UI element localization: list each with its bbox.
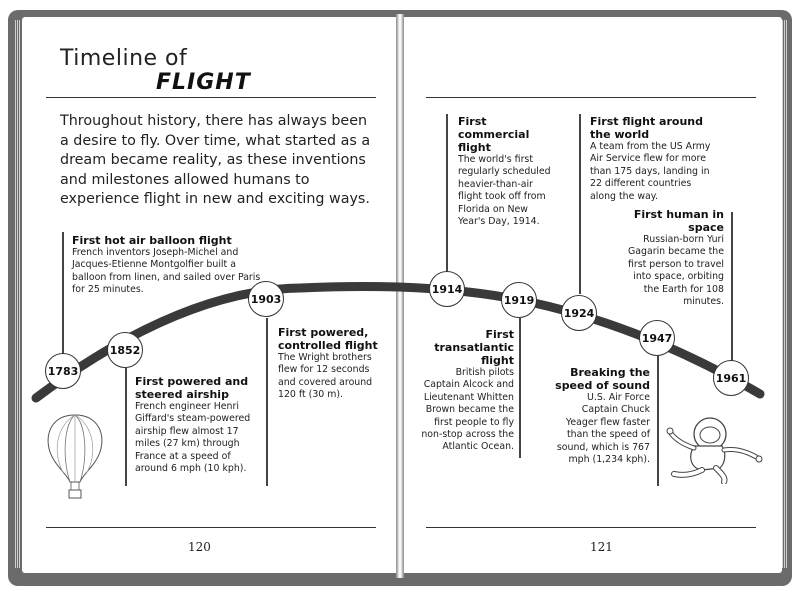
event-title: First transatlantic flight — [434, 328, 514, 367]
event-text: French engineer Henri Giffard's steam-powered airship flew almost 17 miles (27 km) through France at a speed of around 6 mph (10 kph). — [135, 401, 251, 475]
event-text: The Wright brothers flew for 12 seconds and covered around 120 ft (30 m). — [278, 352, 373, 401]
event-title: First powered, controlled flight — [278, 326, 378, 352]
connector-1914 — [446, 114, 448, 274]
event-1903 — [278, 326, 378, 402]
year-circle-1852: 1852 — [107, 332, 143, 368]
event-text: The world's first regularly scheduled heavier-than-air flight took off from Florida on New Year's Day, 1914. — [458, 154, 551, 228]
event-title: First hot air balloon flight — [72, 234, 232, 247]
connector-1852 — [125, 368, 127, 486]
year-circle-1924: 1924 — [561, 295, 597, 331]
event-1919 — [420, 328, 514, 454]
event-1947 — [548, 366, 650, 466]
year-circle-1914: 1914 — [429, 271, 465, 307]
connector-1903 — [266, 318, 268, 486]
year-circle-1903: 1903 — [248, 281, 284, 317]
event-text: U.S. Air Force Captain Chuck Yeager flew faster than the speed of sound, which is 767 mph (1,234 kph). — [556, 392, 650, 466]
hot-air-balloon-icon — [40, 412, 110, 502]
event-title: Breaking the speed of sound — [555, 366, 650, 392]
title-line-1: Timeline of — [60, 46, 188, 71]
connector-1783 — [62, 232, 64, 354]
year-circle-1961: 1961 — [713, 360, 749, 396]
event-1783 — [72, 234, 262, 297]
event-text: French inventors Joseph-Michel and Jacques-Etienne Montgolfier built a balloon from linen, and sailed over Paris for 25 minutes. — [72, 247, 261, 296]
event-text: Russian-born Yuri Gagarin became the first person to travel into space, orbiting the Earth for 108 minutes. — [627, 234, 724, 308]
event-title: First flight around the world — [590, 115, 704, 141]
connector-1924 — [579, 114, 581, 294]
event-title: First commercial flight — [458, 115, 530, 154]
intro-paragraph: Throughout history, there has always been a desire to fly. Over time, what started as a dream became reality, as these inventions and milestones allowed humans to experience flight in new and exciting ways. — [60, 113, 371, 207]
year-circle-1783: 1783 — [45, 353, 81, 389]
astronaut-icon — [664, 412, 768, 484]
connector-1947 — [657, 356, 659, 486]
event-1924 — [590, 115, 720, 203]
event-1852 — [135, 375, 255, 475]
event-title: First powered and steered airship — [135, 375, 249, 401]
page-number-left: 120 — [188, 540, 211, 554]
title-line-2: FLIGHT — [156, 70, 251, 95]
year-circle-1947: 1947 — [639, 320, 675, 356]
event-1961 — [616, 208, 724, 308]
event-title: First human in space — [633, 208, 724, 234]
event-1914 — [458, 115, 558, 228]
connector-1919 — [519, 318, 521, 458]
connector-1961 — [731, 212, 733, 364]
event-text: A team from the US Army Air Service flew for more than 175 days, landing in 22 different countries along the way. — [590, 141, 711, 202]
event-text: British pilots Captain Alcock and Lieutenant Whitten Brown became the first people to fly non-stop across the Atlantic Ocean. — [421, 367, 514, 453]
page-number-right: 121 — [590, 540, 613, 554]
year-circle-1919: 1919 — [501, 282, 537, 318]
